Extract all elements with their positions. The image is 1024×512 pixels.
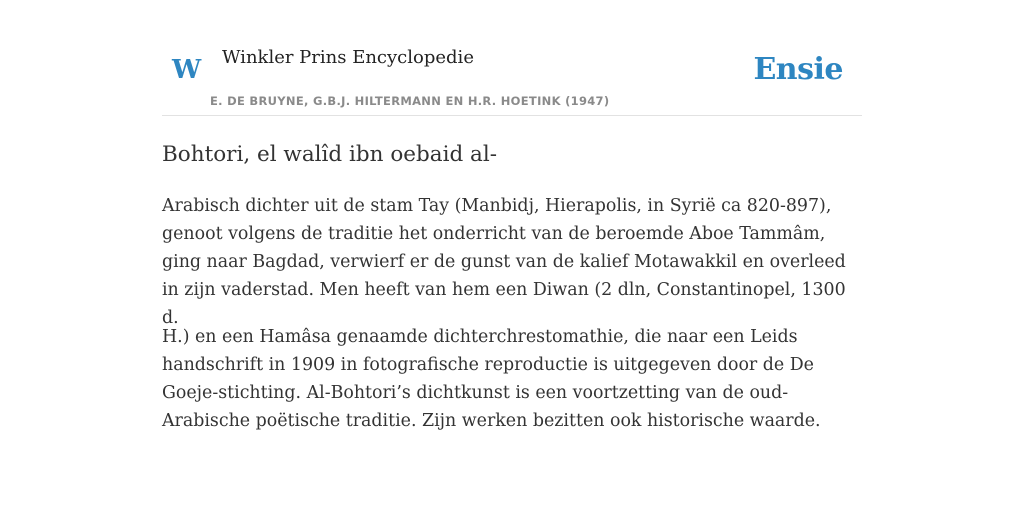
winkler-prins-logo[interactable]: W [172, 55, 202, 85]
source-authors: E. DE BRUYNE, G.B.J. HILTERMANN EN H.R. HOETINK (1947) [210, 94, 610, 108]
source-title[interactable]: Winkler Prins Encyclopedie [222, 47, 474, 68]
header-divider [162, 115, 862, 116]
article-paragraph-1: Arabisch dichter uit de stam Tay (Manbidj, Hierapolis, in Syrië ca 820-897), genoot volgens de traditie het onderricht van de beroemde Aboe Tammâm, ging naar Bagdad, verwierf er de gunst van de kalief Motawakkil en overleed in zijn vaderstad. Men heeft van hem een Diwan (2 dln, Constantinopel, 1300 d. [162, 196, 846, 328]
ensie-logo[interactable]: Ensie [753, 52, 843, 87]
article-title: Bohtori, el walîd ibn oebaid al- [162, 142, 498, 167]
article-paragraph-2: H.) en een Hamâsa genaamde dichterchrestomathie, die naar een Leids handschrift in 1909 in fotografische reproductie is uitgegeven door de De Goeje-stichting. Al-Bohtori’s dichtkunst is een voortzetting van de oud-Arabische poëtische traditie. Zijn werken bezitten ook historische waarde. [162, 327, 821, 431]
